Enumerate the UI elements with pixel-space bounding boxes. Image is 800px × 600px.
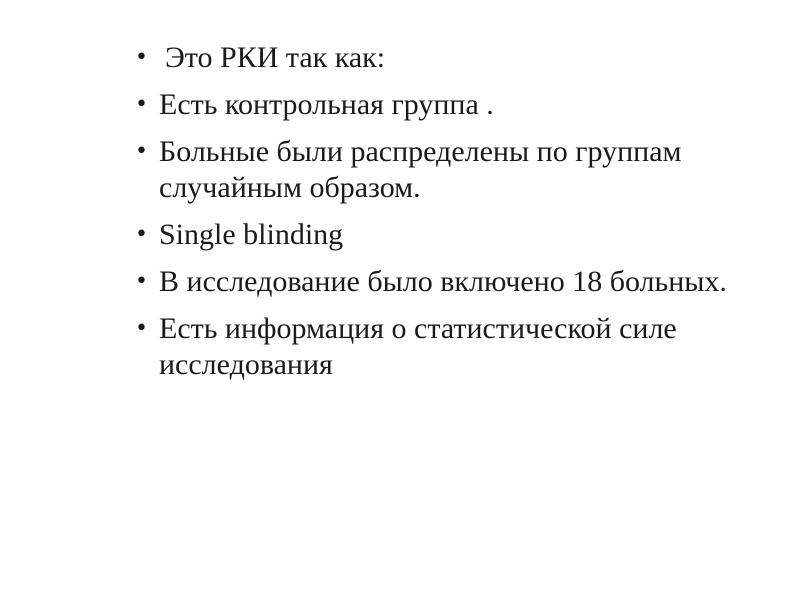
list-item <box>135 40 785 76</box>
list-item-text: Больные были распределены по группам случайным образом. <box>159 135 682 204</box>
list-item <box>135 264 785 300</box>
bullet-icon: • <box>135 92 148 117</box>
list-item-text: Это РКИ так как: <box>165 41 386 74</box>
list-item <box>135 217 785 253</box>
bullet-icon: • <box>135 222 148 247</box>
bullet-icon: • <box>135 316 148 341</box>
list-item <box>135 134 785 206</box>
bullet-icon: • <box>135 139 148 164</box>
list-item-text: В исследование было включено 18 больных. <box>159 265 727 298</box>
bullet-icon: • <box>135 45 148 70</box>
bullet-icon: • <box>135 269 148 294</box>
list-item-text: Single blinding <box>159 218 344 251</box>
list-item <box>135 87 785 123</box>
bullet-list <box>135 40 785 394</box>
list-item-text: Есть информация о статистической силе исследования <box>159 312 677 381</box>
list-item <box>135 311 785 383</box>
list-item-text: Есть контрольная группа . <box>159 88 494 121</box>
